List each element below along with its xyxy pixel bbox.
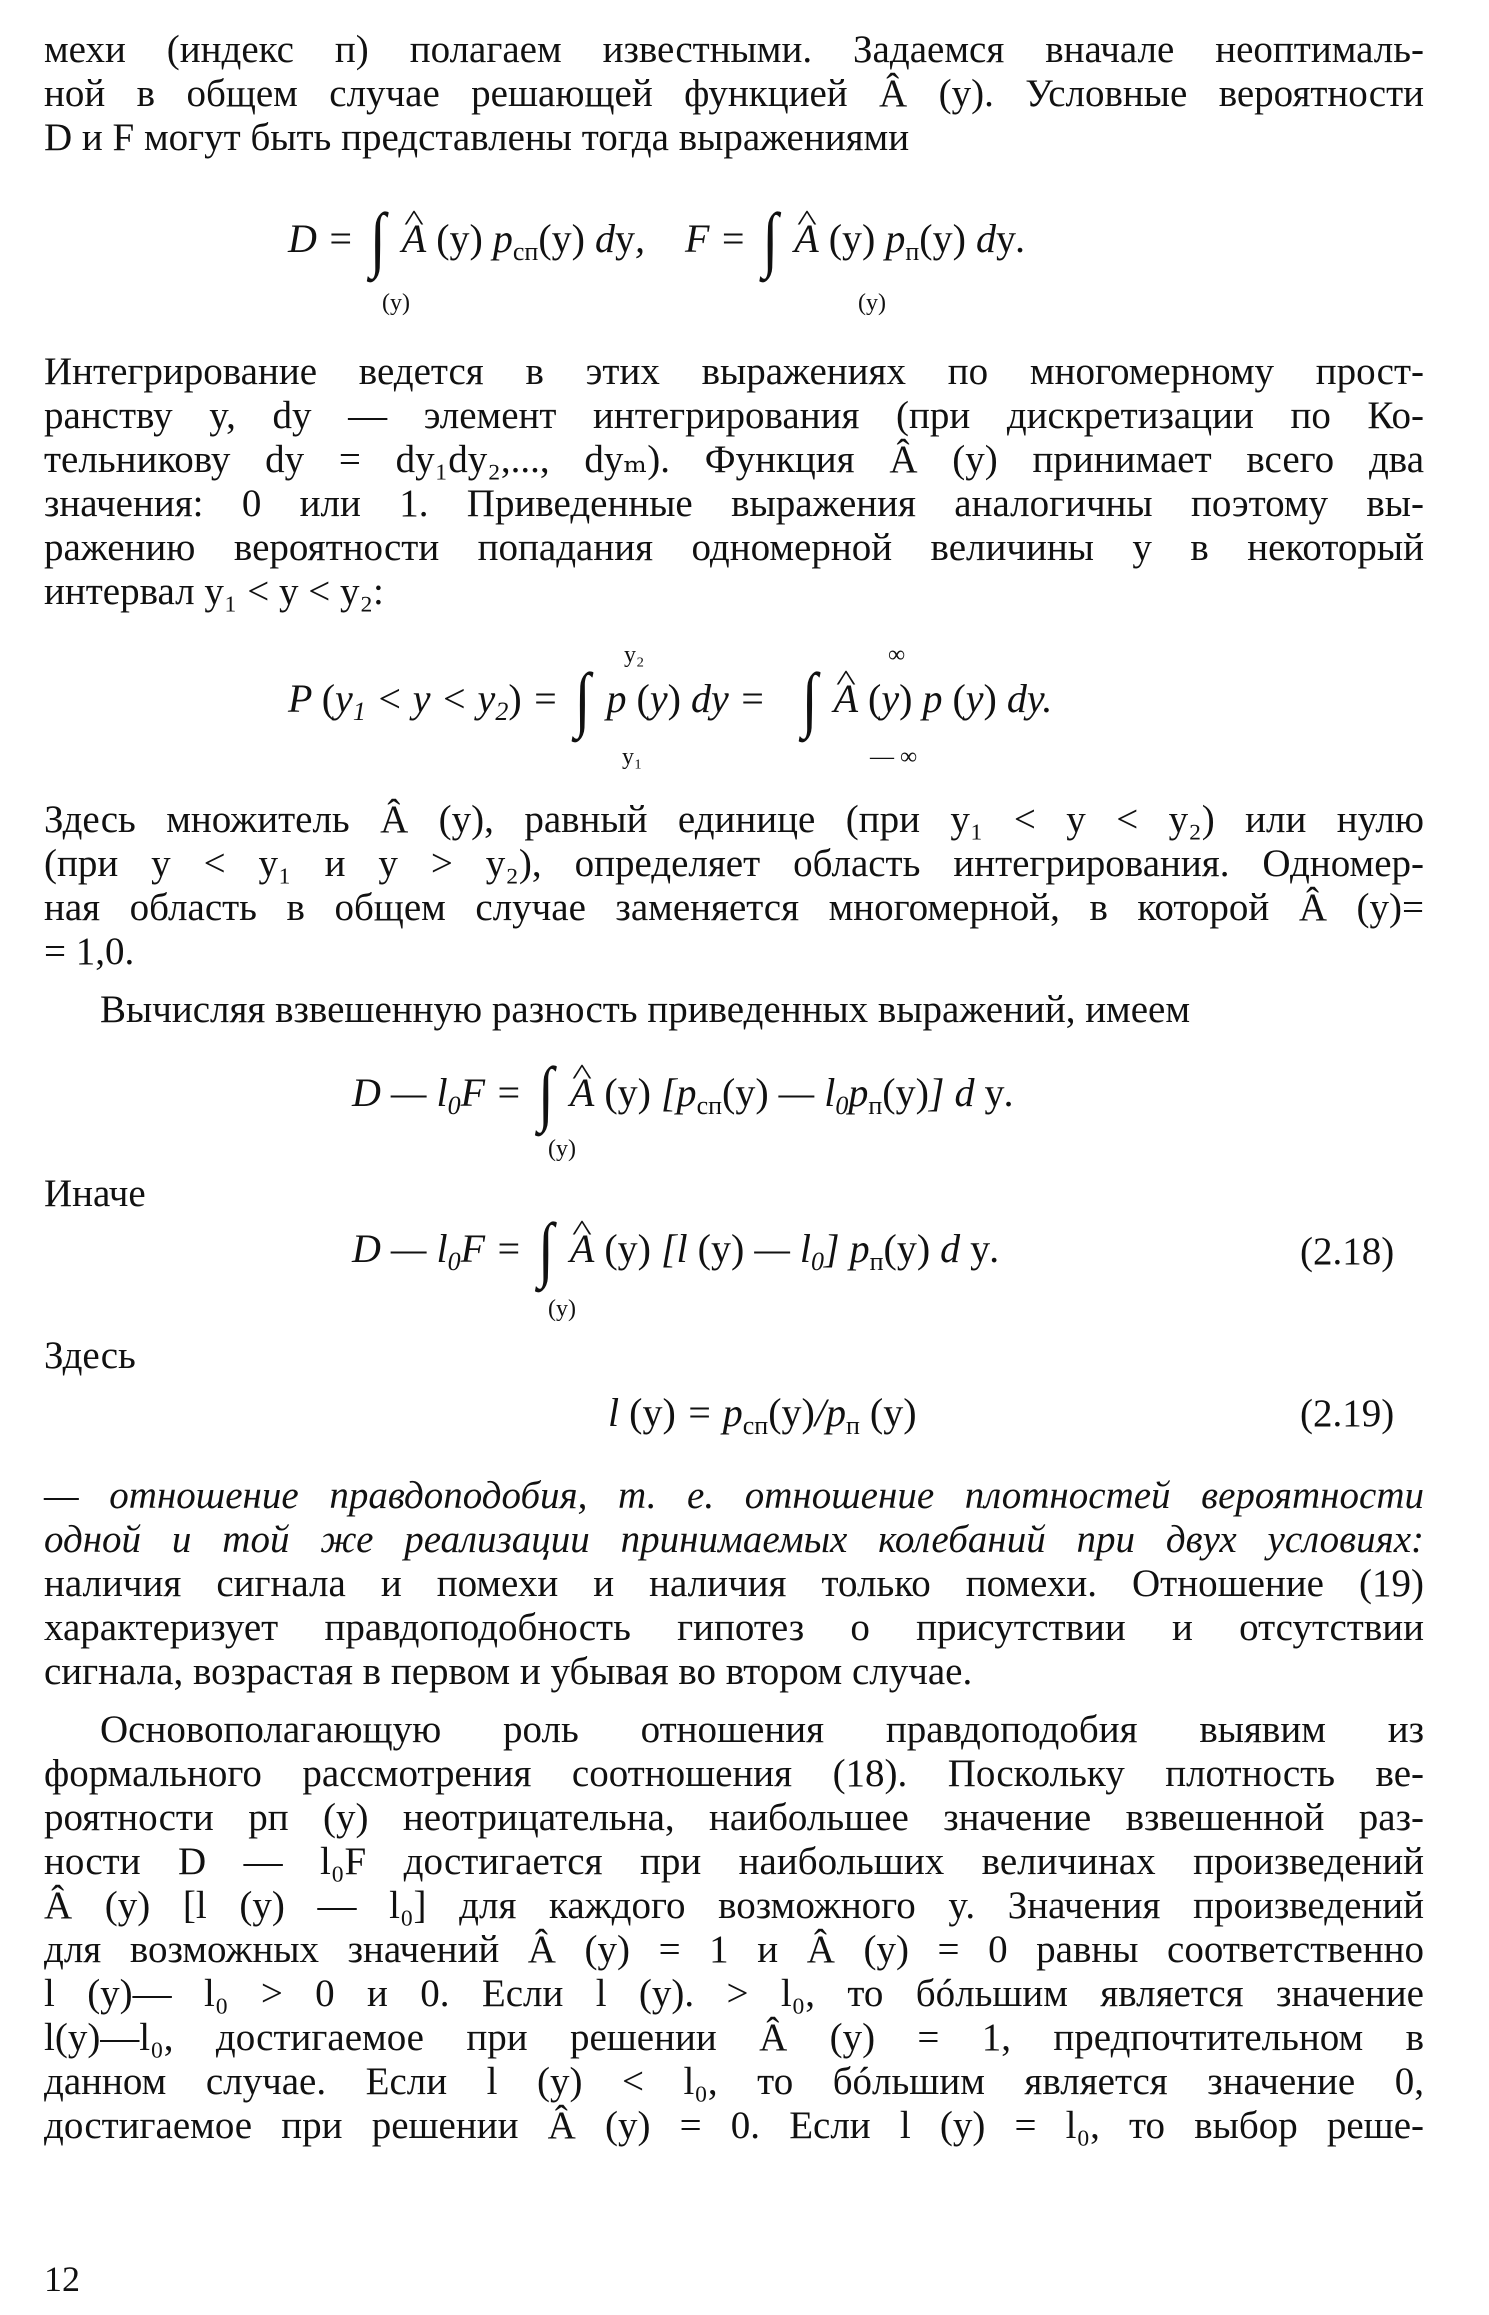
text-line: Вычисляя взвешенную разность приведенных выражений, имеем xyxy=(100,988,1191,1031)
label-here: Здесь xyxy=(44,1334,136,1377)
text-line: l (y)— l₀ > 0 и 0. Если l (y). > l₀, то бóльшим является значение xyxy=(44,1972,1424,2015)
text-line: D и F могут быть представлены тогда выражениями xyxy=(44,116,910,159)
equation-number: (2.19) xyxy=(1300,1392,1395,1435)
text-line: Основополагающую роль отношения правдоподобия выявим из xyxy=(100,1708,1424,1751)
page-number: 12 xyxy=(44,2259,80,2299)
integral-sign: ∫ xyxy=(538,1207,554,1289)
text-line: роятности pп (y) неотрицательна, наибольшее значение взвешенной раз- xyxy=(44,1796,1424,1839)
text-line: ранству y, dy — элемент интегрирования (при дискретизации по Ко- xyxy=(44,394,1424,437)
text-line: ная область в общем случае заменяется многомерной, в которой Â (y)= xyxy=(44,886,1424,929)
text-line: значения: 0 или 1. Приведенные выражения аналогичны поэтому вы- xyxy=(44,482,1424,525)
integral-lower-limit: y₁ xyxy=(622,744,643,770)
paragraph-1 xyxy=(44,28,1424,160)
integral-sign: ∫ xyxy=(574,657,591,739)
paragraph-3 xyxy=(44,798,1424,974)
integral-upper-limit: y₂ xyxy=(624,642,645,668)
integral-sign: ∫ xyxy=(762,197,779,279)
text-line: характеризует правдоподобность гипотез о присутствии и отсутствии xyxy=(44,1606,1424,1649)
integral-limit: (y) xyxy=(548,1296,576,1322)
text-line: одной и той же реализации принимаемых колебаний при двух условиях: xyxy=(44,1518,1424,1561)
equation-number: (2.18) xyxy=(1300,1230,1395,1273)
text-line: = 1,0. xyxy=(44,930,135,973)
text-line: сигнала, возрастая в первом и убывая во втором случае. xyxy=(44,1650,973,1693)
formula-probability: P $(y_1 < y < y_2)$ = ∫ p (y) dy = ∫ ^ A (y) p (y) dy. xyxy=(288,676,1052,735)
label-otherwise: Иначе xyxy=(44,1172,146,1215)
text-line: ности D — l₀F достигается при наибольших величинах произведений xyxy=(44,1840,1424,1883)
formula-weighted-difference: D — $l_0F$ = ∫ ^ A (y) [$p_{сп}(y)$ — $l_0p_п(y)$] d y. xyxy=(352,1070,1015,1129)
text-line: достигаемое при решении Â (y) = 0. Если l (y) = l₀, то выбор реше- xyxy=(44,2104,1424,2147)
text-line: (при y < y₁ и y > y₂), определяет область интегрирования. Одномер- xyxy=(44,842,1424,885)
integral-sign: ∫ xyxy=(801,657,818,739)
integral-limit: (y) xyxy=(382,290,410,316)
text-line: мехи (индекс п) полагаем известными. Задаемся вначале неоптималь- xyxy=(44,28,1424,71)
text-line: интервал y₁ < y < y₂: xyxy=(44,570,384,613)
text-line: Интегрирование ведется в этих выражениях по многомерному прост- xyxy=(44,350,1424,393)
formula-2-19: l $(y) = p_{сп}(y)/p_п$ (y) xyxy=(608,1390,917,1440)
paragraph-4 xyxy=(44,988,1424,1032)
text-line: l(y)—l₀, достигаемое при решении Â (y) = 1, предпочтительном в xyxy=(44,2016,1424,2059)
integral-lower-limit: — ∞ xyxy=(870,744,918,770)
integral-limit: (y) xyxy=(858,290,886,316)
paragraph-likelihood-ratio xyxy=(44,1474,1424,1694)
text-line: данном случае. Если l (y) < l₀, то бóльшим является значение 0, xyxy=(44,2060,1424,2103)
text-line: — отношение правдоподобия, т. е. отношение плотностей вероятности xyxy=(44,1474,1424,1517)
integral-sign: ∫ xyxy=(369,197,386,279)
formula-2-18: D — $l_0F$ = ∫ ^ A (y) [l (y) — $l_0$] $p_п(y)$ d y. xyxy=(352,1226,1000,1285)
text-line: Â (y) [l (y) — l₀] для каждого возможного y. Значения произведений xyxy=(44,1884,1424,1927)
text-line: ной в общем случае решающей функцией Â (y). Условные вероятности xyxy=(44,72,1424,115)
integral-sign: ∫ xyxy=(538,1051,554,1133)
formula-d-f: D = ∫ ^ A (y) $p_{сп}(y)$ dy, F = ∫ ^ A (y) $p_п(y)$ dy. xyxy=(288,216,1026,275)
text-line: ражению вероятности попадания одномерной величины y в некоторый xyxy=(44,526,1424,569)
paragraph-2 xyxy=(44,350,1424,614)
text-line: для возможных значений Â (y) = 1 и Â (y) = 0 равны соответственно xyxy=(44,1928,1424,1971)
text-line: Здесь множитель Â (y), равный единице (при y₁ < y < y₂) или нулю xyxy=(44,798,1424,841)
integral-upper-limit: ∞ xyxy=(888,642,906,668)
text-line: тельникову dy = dy₁dy₂,..., dyₘ). Функция Â (y) принимает всего два xyxy=(44,438,1424,481)
text-line: формального рассмотрения соотношения (18). Поскольку плотность ве- xyxy=(44,1752,1424,1795)
paragraph-8 xyxy=(44,1708,1424,2148)
text-line: наличия сигнала и помехи и наличия только помехи. Отношение (19) xyxy=(44,1562,1424,1605)
integral-limit: (y) xyxy=(548,1136,576,1162)
